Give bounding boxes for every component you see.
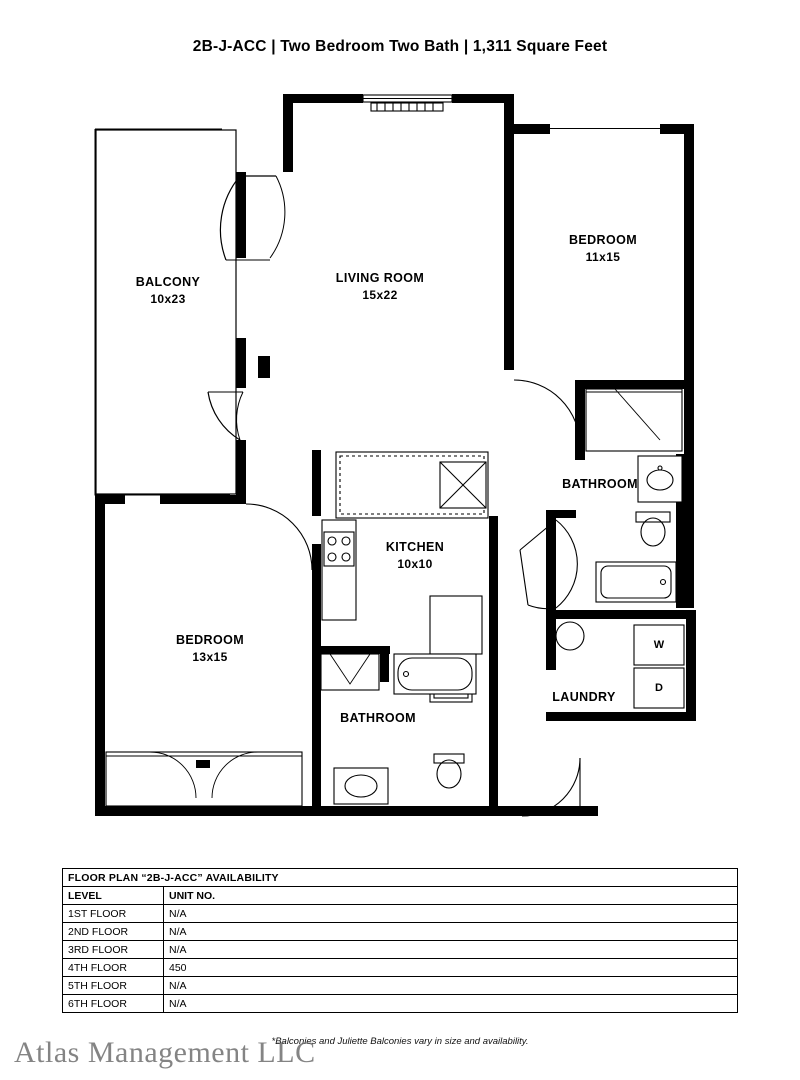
page-title: 2B-J-ACC | Two Bedroom Two Bath | 1,311 Square Feet (192, 38, 608, 55)
room-label-bedroom-left: BEDROOM 13x15 (175, 633, 245, 664)
table-header-row (63, 887, 738, 905)
unit-cell: 450 (164, 959, 738, 977)
washer-label: W (653, 639, 665, 651)
room-label-living-room: LIVING ROOM 15x22 (335, 271, 425, 302)
column-header-unit: UNIT NO. (164, 887, 738, 905)
table-row (63, 941, 738, 959)
room-label-laundry: LAUNDRY (552, 690, 616, 704)
room-label-bathroom-second: BATHROOM (340, 711, 416, 725)
table-row (63, 905, 738, 923)
room-label-kitchen: KITCHEN 10x10 (385, 540, 445, 571)
table-row (63, 923, 738, 941)
level-cell: 6TH FLOOR (63, 995, 164, 1013)
unit-cell: N/A (164, 977, 738, 995)
unit-cell: N/A (164, 941, 738, 959)
room-label-balcony: BALCONY 10x23 (135, 275, 201, 306)
unit-cell: N/A (164, 905, 738, 923)
column-header-level: LEVEL (63, 887, 164, 905)
level-cell: 4TH FLOOR (63, 959, 164, 977)
floor-plan-drawing (0, 80, 800, 840)
table-row (63, 995, 738, 1013)
table-caption-row (63, 869, 738, 887)
level-cell: 3RD FLOOR (63, 941, 164, 959)
table-row (63, 959, 738, 977)
availability-table (62, 868, 738, 1013)
availability-caption: FLOOR PLAN “2B-J-ACC” AVAILABILITY (63, 869, 738, 887)
watermark: Atlas Management LLC (14, 1036, 316, 1069)
dryer-label: D (655, 682, 663, 694)
table-row (63, 977, 738, 995)
footnote: *Balconies and Juliette Balconies vary in size and availability. (271, 1036, 529, 1047)
level-cell: 5TH FLOOR (63, 977, 164, 995)
room-label-bedroom-right: BEDROOM 11x15 (568, 233, 638, 264)
unit-cell: N/A (164, 995, 738, 1013)
level-cell: 1ST FLOOR (63, 905, 164, 923)
level-cell: 2ND FLOOR (63, 923, 164, 941)
unit-cell: N/A (164, 923, 738, 941)
room-label-bathroom-master: BATHROOM (562, 477, 638, 491)
